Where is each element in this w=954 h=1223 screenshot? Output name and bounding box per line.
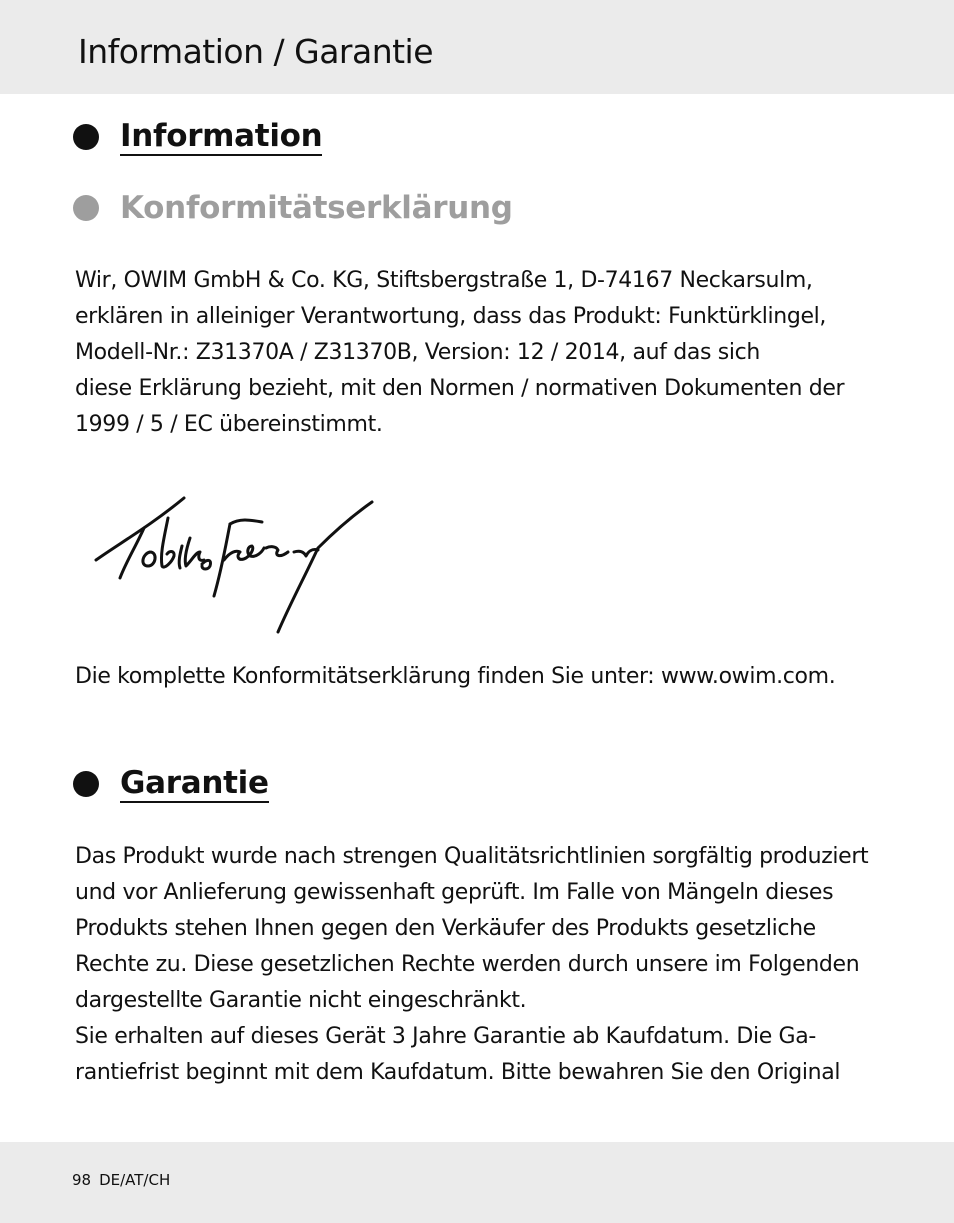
signature-image: [90, 488, 390, 638]
paragraph-line: 1999 / 5 / EC übereinstimmt.: [75, 412, 383, 437]
heading-garantie: Garantie: [120, 765, 269, 801]
paragraph-line: dargestellte Garantie nicht eingeschränkt.: [75, 988, 527, 1013]
konformitaet-note: [75, 659, 890, 695]
garantie-paragraph: [75, 839, 890, 1091]
bullet-dot-icon: [73, 195, 99, 221]
section-garantie-heading: [73, 764, 269, 804]
note-line: Die komplette Konformitätserklärung finden Sie unter: www.owim.com.: [75, 664, 836, 689]
heading-information: Information: [120, 118, 323, 154]
paragraph-line: Rechte zu. Diese gesetzlichen Rechte werden durch unsere im Folgenden: [75, 952, 860, 977]
paragraph-line: Produkts stehen Ihnen gegen den Verkäufer des Produkts gesetzliche: [75, 916, 816, 941]
section-konformitaet-heading: [73, 188, 513, 228]
bullet-dot-icon: [73, 771, 99, 797]
paragraph-line: Wir, OWIM GmbH & Co. KG, Stiftsbergstraße 1, D-74167 Neckarsulm,: [75, 268, 813, 293]
paragraph-line: Modell-Nr.: Z31370A / Z31370B, Version: 12 / 2014, auf das sich: [75, 340, 760, 365]
footer-info: [72, 1170, 170, 1190]
paragraph-line: und vor Anlieferung gewissenhaft geprüft. Im Falle von Mängeln dieses: [75, 880, 834, 905]
page-title: Information / Garantie: [78, 32, 434, 71]
bullet-dot-icon: [73, 124, 99, 150]
paragraph-line: diese Erklärung bezieht, mit den Normen / normativen Dokumenten der: [75, 376, 845, 401]
paragraph-line: rantiefrist beginnt mit dem Kaufdatum. Bitte bewahren Sie den Original: [75, 1060, 841, 1085]
page-header: [0, 0, 954, 94]
paragraph-line: Sie erhalten auf dieses Gerät 3 Jahre Garantie ab Kaufdatum. Die Ga-: [75, 1024, 816, 1049]
konformitaet-paragraph: [75, 263, 890, 443]
page-number: 98: [72, 1171, 92, 1189]
heading-konformitaet: Konformitätserklärung: [120, 190, 513, 226]
language-codes: DE/AT/CH: [99, 1171, 171, 1189]
section-information-heading: [73, 117, 322, 157]
paragraph-line: erklären in alleiniger Verantwortung, dass das Produkt: Funktürklingel,: [75, 304, 827, 329]
paragraph-line: Das Produkt wurde nach strengen Qualitätsrichtlinien sorgfältig produziert: [75, 844, 869, 869]
